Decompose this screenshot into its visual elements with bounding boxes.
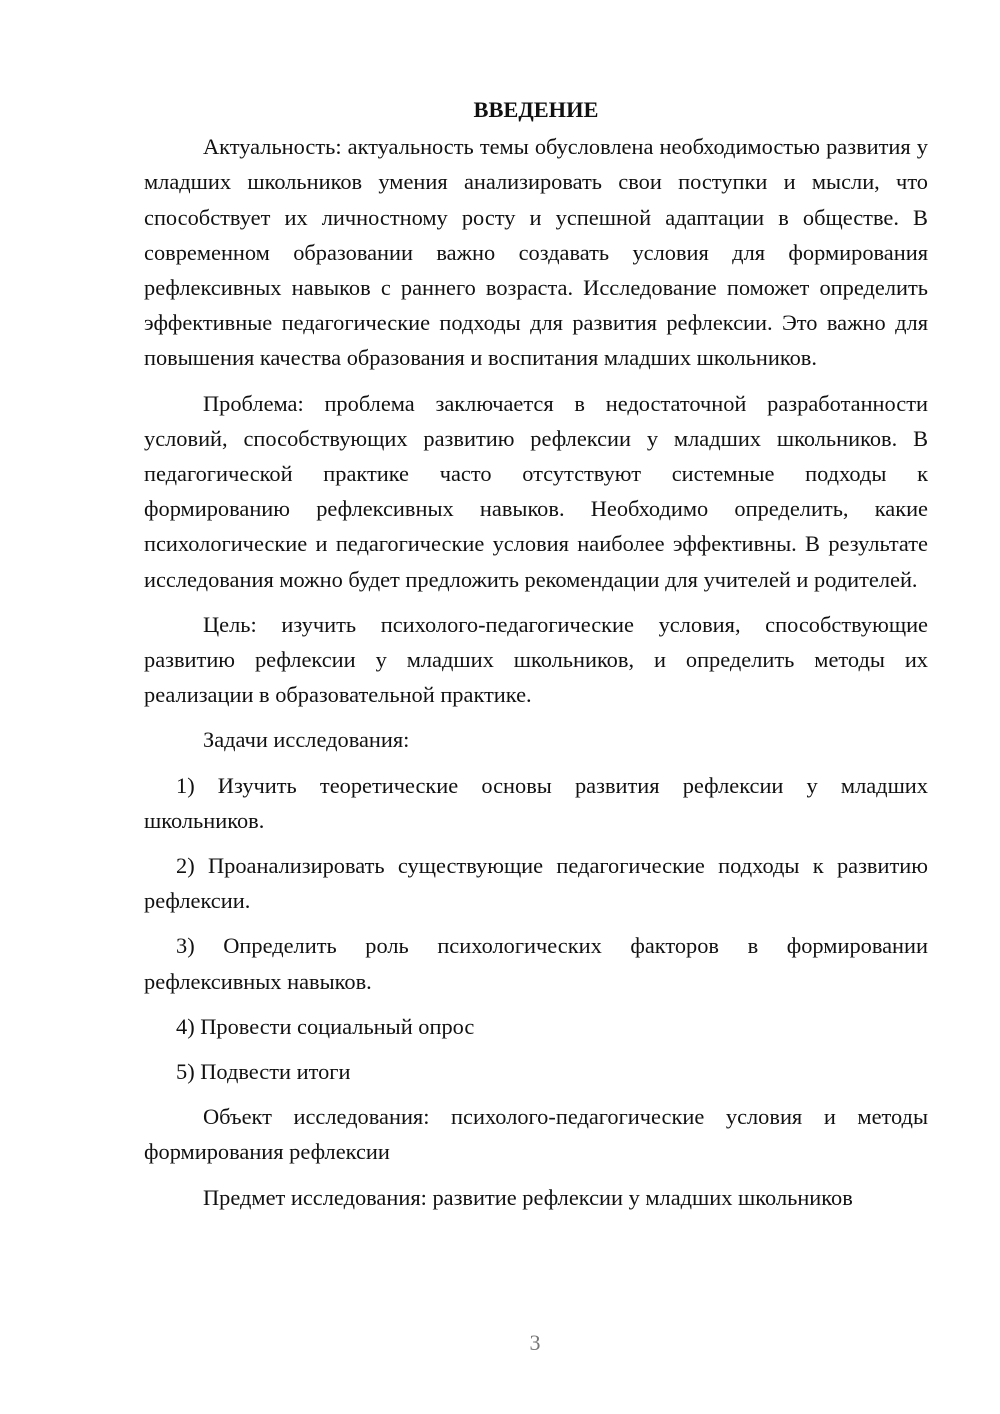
task-item-4: 4) Провести социальный опрос: [176, 1013, 475, 1039]
object-paragraph: Объект исследования: психолого-педагогические условия и методы формирования рефлексии: [144, 1104, 928, 1165]
subject-paragraph: Предмет исследования: развитие рефлексии у младших школьников: [203, 1184, 853, 1210]
tasks-heading: Задачи исследования:: [203, 727, 410, 753]
task-item-5: 5) Подвести итоги: [176, 1059, 351, 1085]
document-title: ВВЕДЕНИЕ: [473, 97, 599, 122]
goal-paragraph: Цель: изучить психолого-педагогические условия, способствующие развитию рефлексии у младших школьников, и определить методы их реализации в образовательной практике.: [144, 611, 928, 708]
page-number: 3: [529, 1330, 541, 1355]
task-item-3: 3) Определить роль психологических факторов в формировании рефлексивных навыков.: [144, 933, 928, 994]
document-page: [144, 92, 928, 1225]
task-item-2: 2) Проанализировать существующие педагогические подходы к развитию рефлексии.: [144, 853, 928, 914]
task-item-1: 1) Изучить теоретические основы развития рефлексии у младших школьников.: [144, 772, 928, 833]
problem-paragraph: Проблема: проблема заключается в недостаточной разработанности условий, способствующих развитию рефлексии у младших школьников. В педагогической практике часто отсутствуют системные подходы к формированию рефлексивных навыков. Необходимо определить, какие психологические и педагогические условия наиболее эффективны. В результате исследования можно будет предложить рекомендации для учителей и родителей.: [144, 390, 928, 592]
relevance-paragraph: Актуальность: актуальность темы обусловлена необходимостью развития у младших школьников умения анализировать свои поступки и мысли, что способствует их личностному росту и успешной адаптации в обществе. В современном образовании важно создавать условия для формирования рефлексивных навыков с раннего возраста. Исследование поможет определить эффективные педагогические подходы для развития рефлексии. Это важно для повышения качества образования и воспитания младших школьников.: [144, 134, 928, 371]
